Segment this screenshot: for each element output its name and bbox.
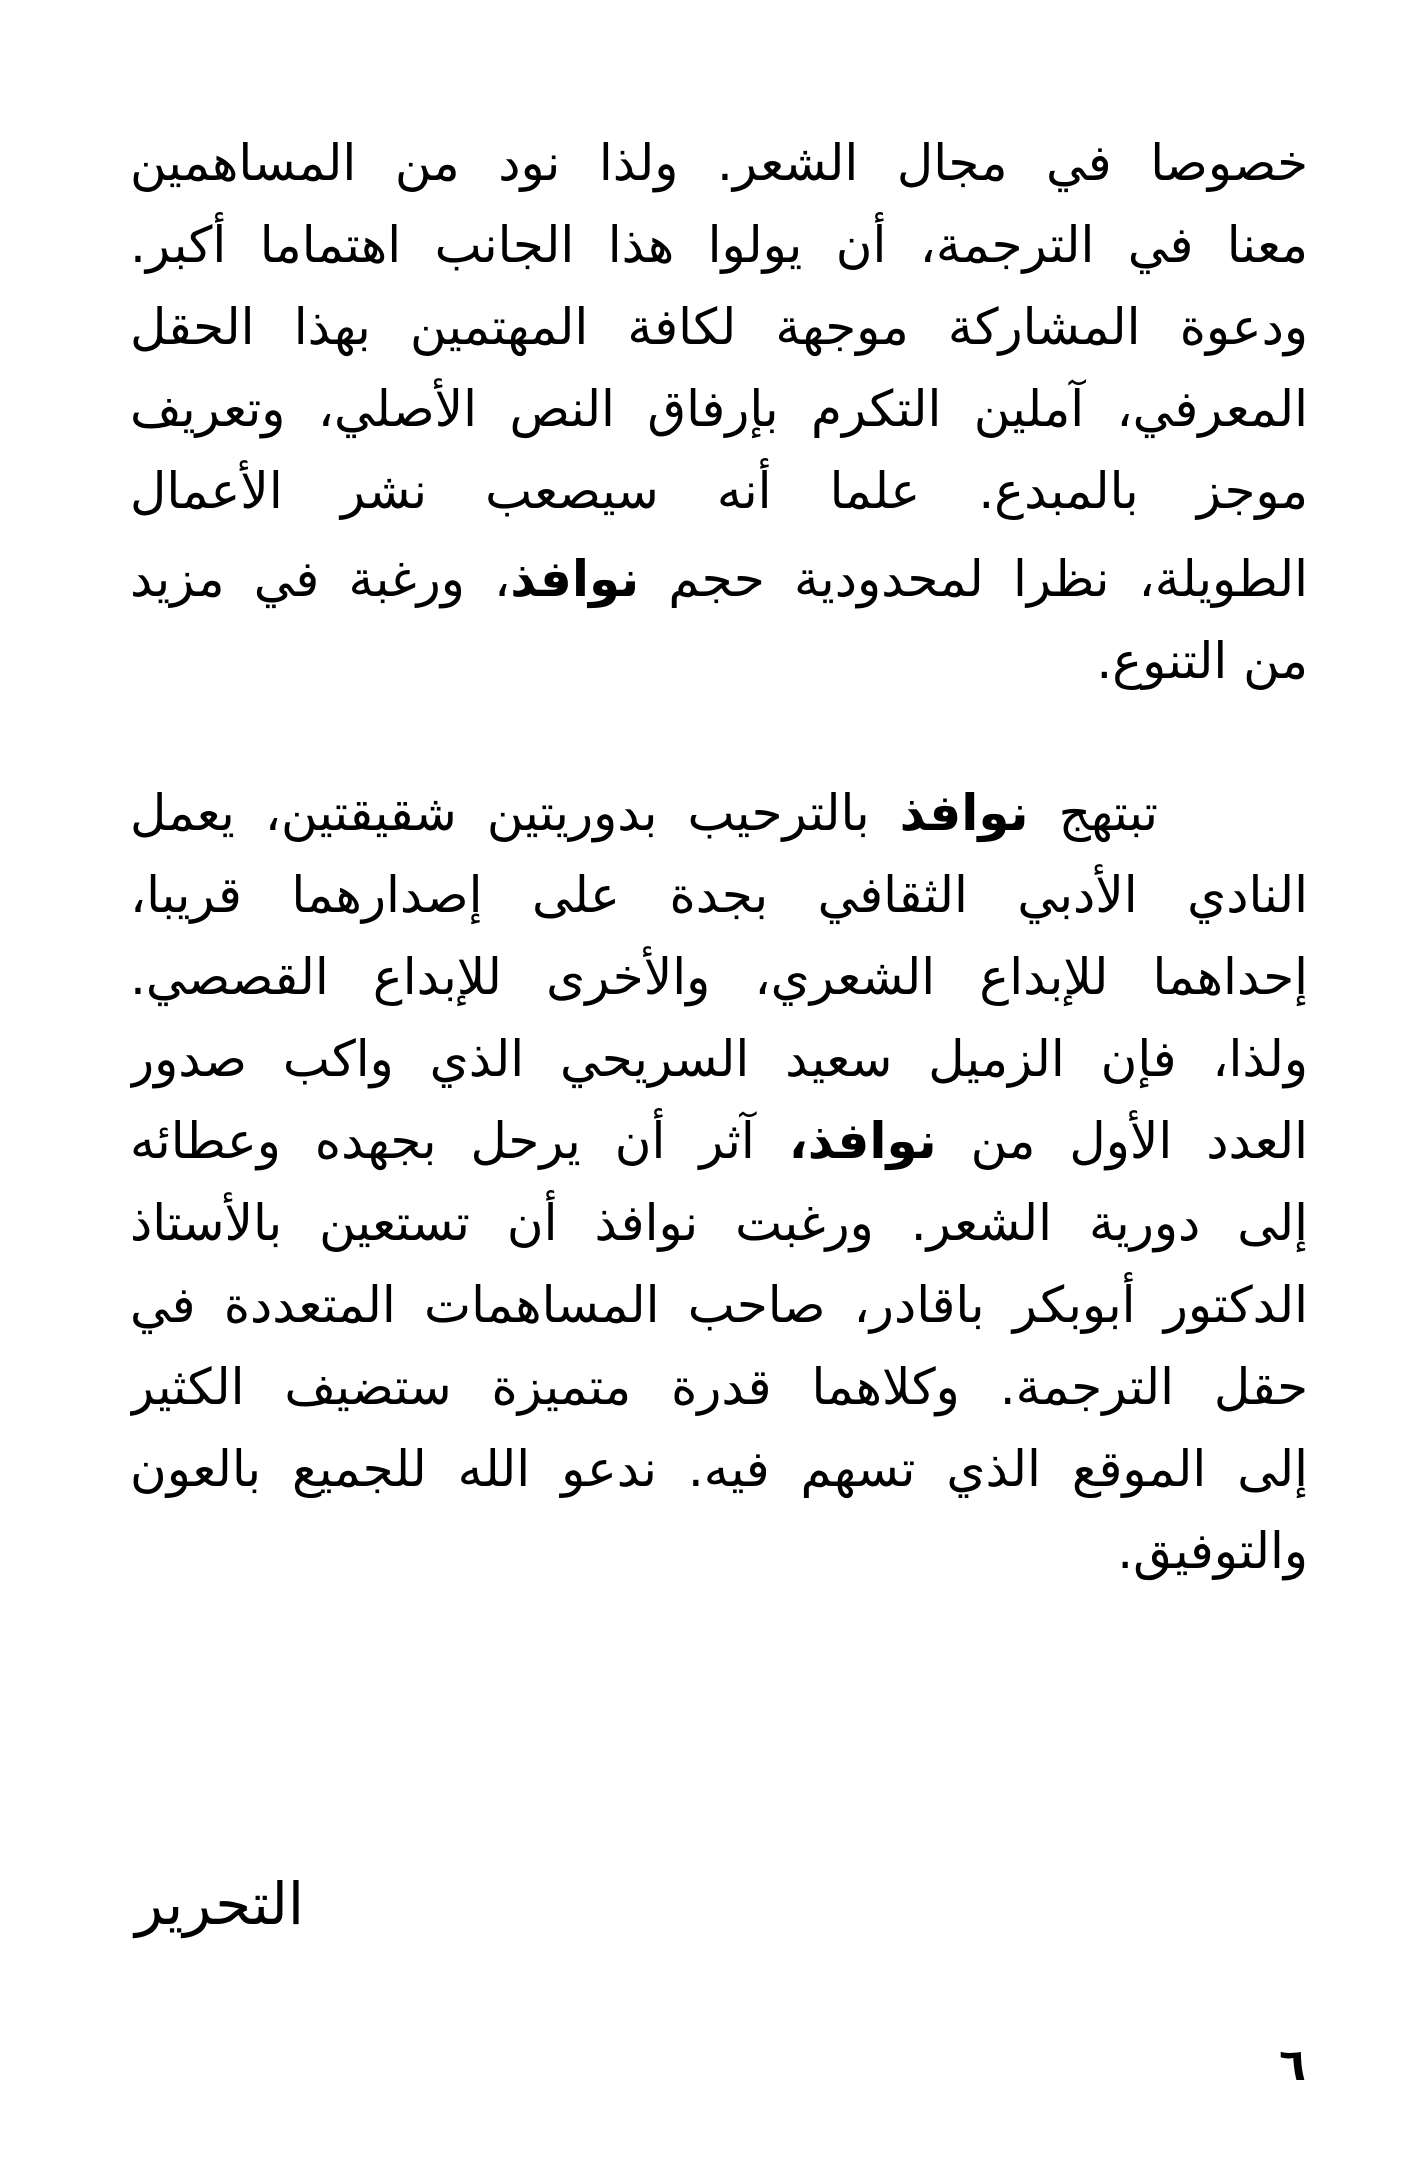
- line-text: تبتهج: [1028, 784, 1158, 842]
- paragraph-line: [130, 936, 1308, 1018]
- line-text: خصوصا في مجال الشعر. ولذا نود من المساهمين: [130, 134, 1308, 192]
- line-text: المعرفي، آملين التكرم بإرفاق النص الأصلي، وتعريف: [130, 380, 1308, 438]
- line-text: إلى الموقع الذي تسهم فيه. ندعو الله للجميع بالعون: [130, 1440, 1308, 1498]
- journal-name-bold: نوافذ: [899, 784, 1029, 842]
- page-number: ٦: [1279, 2040, 1306, 2091]
- line-text: آثر أن يرحل بجهده وعطائه: [130, 1112, 789, 1170]
- paragraph-line: [130, 620, 1308, 702]
- paragraph-line: [130, 1100, 1308, 1182]
- line-text: حقل الترجمة. وكلاهما قدرة متميزة ستضيف الكثير: [130, 1358, 1308, 1416]
- paragraph-line: [130, 1264, 1308, 1346]
- paragraph-2: [130, 772, 1308, 1592]
- paragraph-line: [130, 122, 1308, 204]
- paragraph-line: [130, 204, 1308, 286]
- paragraph-line: [130, 450, 1308, 532]
- line-text: إحداهما للإبداع الشعري، والأخرى للإبداع القصصي.: [130, 948, 1308, 1006]
- paragraph-line: [130, 1018, 1308, 1100]
- line-text: معنا في الترجمة، أن يولوا هذا الجانب اهتماما أكبر.: [130, 216, 1308, 274]
- line-text: ، ورغبة في مزيد: [130, 550, 511, 608]
- paragraph-line: [130, 854, 1308, 936]
- line-text: والتوفيق.: [1117, 1522, 1308, 1580]
- line-text: بالترحيب بدوريتين شقيقتين، يعمل: [130, 784, 900, 842]
- line-text: الطويلة، نظرا لمحدودية حجم: [639, 550, 1308, 608]
- line-text: موجز بالمبدع. علما أنه سيصعب نشر الأعمال: [130, 462, 1308, 520]
- journal-name-bold: نوافذ: [510, 550, 640, 608]
- paragraph-line: [130, 1182, 1308, 1264]
- paragraph-line: [130, 1510, 1308, 1592]
- paragraph-line: [130, 286, 1308, 368]
- journal-name-bold: نوافذ،: [788, 1112, 937, 1170]
- line-text: من التنوع.: [1096, 632, 1308, 690]
- paragraph-line: [130, 1428, 1308, 1510]
- signature: التحرير: [135, 1870, 304, 1938]
- paragraph-line: [130, 538, 1308, 620]
- line-text: النادي الأدبي الثقافي بجدة على إصدارهما قريبا،: [130, 866, 1308, 924]
- line-text: إلى دورية الشعر. ورغبت نوافذ أن تستعين بالأستاذ: [130, 1194, 1308, 1252]
- line-text: العدد الأول من: [936, 1112, 1308, 1170]
- paragraph-line: [130, 772, 1308, 854]
- paragraph-1: [130, 122, 1308, 702]
- paragraph-line: [130, 1346, 1308, 1428]
- line-text: ودعوة المشاركة موجهة لكافة المهتمين بهذا الحقل: [130, 298, 1308, 356]
- paragraph-line: [130, 368, 1308, 450]
- line-text: ولذا، فإن الزميل سعيد السريحي الذي واكب صدور: [130, 1030, 1308, 1088]
- line-text: الدكتور أبوبكر باقادر، صاحب المساهمات المتعددة في: [130, 1276, 1308, 1334]
